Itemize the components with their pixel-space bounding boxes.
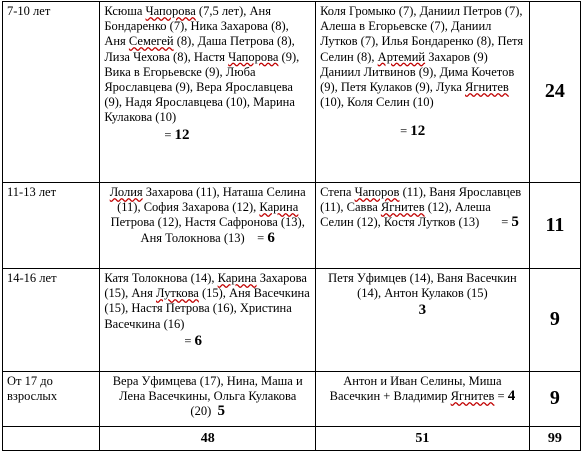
spellcheck-underlined-word: Ягнитев [380,200,425,215]
age-group-cell: 14-16 лет [3,269,100,372]
boys-subtotal: = 12 [400,123,426,140]
table-row-17-adult [3,372,581,427]
grand-total: 99 [529,427,580,451]
row-total: 11 [529,183,580,269]
girls-subtotal: = 6 [257,229,275,246]
boys-subtotal: 3 [418,302,427,319]
girls-subtotal: = 6 [184,332,203,349]
age-group-cell: От 17 до взрослых [3,372,100,427]
age-group-cell: 7-10 лет [3,2,100,183]
girls-cell: Ксюша Чапорова (7,5 лет), Аня Бондаренко (7), Ника Захарова (8), Аня Семегей (8), Даша Петрова (8), Лиза Чехова (8), Настя Чапорова (9), Вика в Егорьевске (9), Люба Ярославцева (9), Вера Ярославцева (9), Надя Ярославцева (10), Марина Кулакова (10) = 12 [100,2,316,183]
girls-cell: Лолия Захарова (11), Наташа Селина (11), София Захарова (12), Карина Петрова (12), Настя Сафронова (13), Аня Толокнова (13) = 6 [100,183,316,269]
spellcheck-underlined-word: Карина [217,271,257,285]
spellcheck-underlined-word: Карина [259,200,299,215]
boys-cell: Петя Уфимцев (14), Ваня Васечкин (14), Антон Кулаков (15) 3 [316,269,530,372]
spellcheck-underlined-word: Лолия [109,185,143,199]
spellcheck-underlined-word: Ягнитев [465,80,509,95]
girls-subtotal: = 12 [164,126,190,143]
boys-subtotal: = 5 [501,214,519,231]
row-total: 24 [529,2,580,183]
empty-cell [3,427,100,451]
boys-grand-total: 51 [316,427,530,451]
spellcheck-underlined-word: Чапорова [145,4,196,18]
row-total: 9 [529,372,580,427]
spellcheck-underlined-word: Чапоров [354,185,400,199]
girls-grand-total: 48 [100,427,316,451]
boys-cell: Коля Громыко (7), Даниил Петров (7), Алеша в Егорьевске (7), Даниил Лутков (7), Илья Бондаренко (8), Петя Селин (8), Артемий Захаров (9) Даниил Литвинов (9), Дима Кочетов (9), Петя Кулаков (9), Лука Ягнитев (10), Коля Селин (10) = 12 [316,2,530,183]
children-count-table [2,1,581,451]
boys-subtotal: 4 [507,388,516,405]
row-total: 9 [529,269,580,372]
spellcheck-underlined-word: Чапорова [228,49,279,64]
girls-cell: Вера Уфимцева (17), Нина, Маша и Лена Васечкины, Ольга Кулакова (20) 5 [100,372,316,427]
table-row-14-16 [3,269,581,372]
table-row-7-10 [3,2,581,183]
spellcheck-underlined-word: Семегей [128,34,174,49]
boys-cell: Антон и Иван Селины, Миша Васечкин + Владимир Ягнитев = 4 [316,372,530,427]
table-row-totals [3,427,581,451]
spellcheck-underlined-word: Артемий [377,49,426,64]
girls-cell: Катя Толокнова (14), Карина Захарова (15), Аня Луткова (15), Аня Васечкина (15), Настя Петрова (16), Христина Васечкина (16) = 6 [100,269,316,372]
spellcheck-underlined-word: Ягнитев [450,389,495,404]
spellcheck-underlined-word: Луткова [156,286,199,301]
table-row-11-13 [3,183,581,269]
age-group-cell: 11-13 лет [3,183,100,269]
girls-subtotal: 5 [217,403,225,420]
boys-cell: Степа Чапоров (11), Ваня Ярославцев (11), Савва Ягнитев (12), Алеша Селин (12), Костя Лутков (13) = 5 [316,183,530,269]
